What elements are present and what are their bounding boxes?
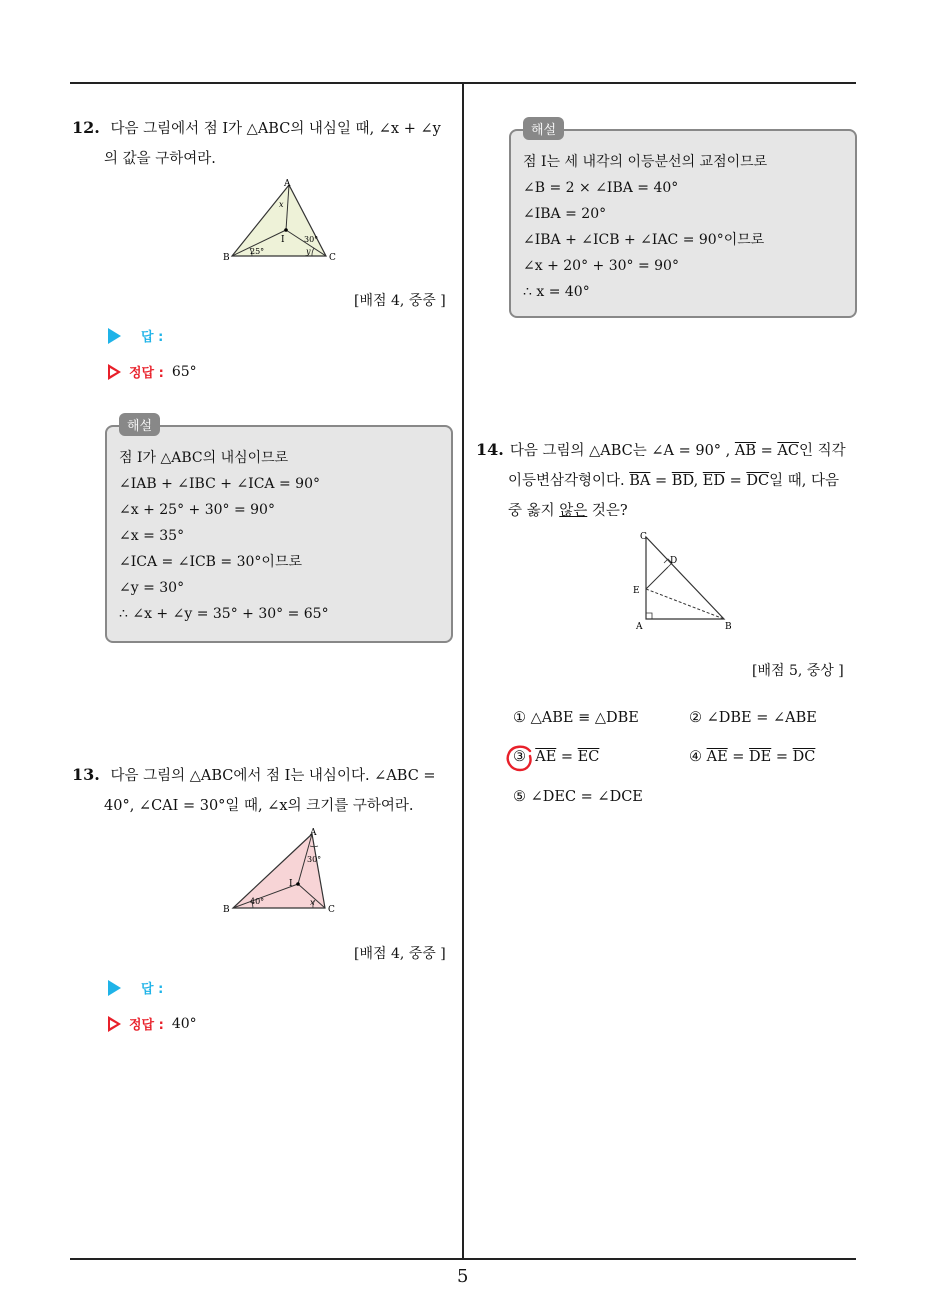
choice-5[interactable]: ⑤ ∠DEC = ∠DCE — [513, 789, 643, 805]
label-angle-b: 40° — [250, 897, 265, 906]
answer-circle-mark — [505, 743, 535, 773]
eq-sign: = — [771, 749, 793, 765]
solution-line: ∠x + 25° + 30° = 90° — [119, 502, 275, 518]
outline-play-icon — [108, 364, 121, 380]
solution-tab: 해설 — [119, 413, 160, 436]
q13-triangle-figure — [218, 824, 348, 916]
question-text-line2b: 일 때, 다음 — [769, 473, 839, 489]
segment-ed: $\overline{ED}$ — [702, 473, 725, 489]
question-text-line1: 다음 그림에서 점 I가 △ABC의 내심일 때, ∠x + ∠y — [110, 121, 441, 137]
question-text-line2: 의 값을 구하여라. — [104, 151, 216, 167]
question-text-line1: 다음 그림의 △ABC에서 점 I는 내심이다. ∠ABC = — [110, 768, 436, 784]
answer-label: 답 : — [141, 982, 164, 997]
solution-line: ∠y = 30° — [119, 580, 185, 596]
question-text-line1b: 인 직각 — [798, 443, 846, 459]
label-angle-c: 30° — [304, 235, 319, 244]
comma: , — [693, 473, 703, 489]
label-a: A — [310, 828, 317, 838]
label-a: A — [636, 622, 643, 632]
choice-number: ③ — [513, 749, 526, 765]
q13-correct-row — [108, 1014, 197, 1033]
choice-1[interactable]: ① △ABE ≡ △DBE — [513, 710, 639, 726]
question-14 — [476, 435, 861, 526]
label-c: C — [329, 253, 336, 263]
correct-label: 정답 : — [129, 366, 164, 381]
label-e: E — [633, 586, 640, 596]
label-d: D — [670, 556, 678, 566]
play-icon — [108, 980, 121, 996]
outline-play-icon — [108, 1016, 121, 1032]
question-13-text — [72, 760, 457, 821]
segment-ab: $\overline{AB}$ — [734, 443, 757, 459]
solution-line: ∠x + 20° + 30° = 90° — [523, 258, 679, 274]
solution-line: ∠x = 35° — [119, 528, 185, 544]
label-i: I — [281, 235, 285, 245]
segment-de: $\overline{DE}$ — [749, 749, 772, 765]
question-text-line3b: 것은? — [587, 503, 628, 519]
solution-line: ∠B = 2 × ∠IBA = 40° — [523, 180, 679, 196]
answer-label: 답 : — [141, 330, 164, 345]
label-b: B — [223, 253, 230, 263]
label-i: I — [289, 879, 293, 889]
underlined-word: 않은 — [559, 503, 588, 519]
solution-line: 점 I가 △ABC의 내심이므로 — [119, 450, 289, 466]
q12-triangle-figure — [218, 176, 348, 268]
question-12 — [72, 113, 457, 174]
label-b: B — [725, 622, 732, 632]
segment-dc: $\overline{DC}$ — [792, 749, 816, 765]
segment-ae: $\overline{AE}$ — [535, 749, 557, 765]
q14-right-triangle-figure — [628, 527, 740, 635]
question-number: 13. — [72, 765, 100, 784]
q12-solution-box — [105, 419, 453, 643]
correct-value: 40° — [171, 1015, 197, 1032]
eq-sign: = — [725, 473, 747, 489]
label-angle-a: 30° — [307, 855, 322, 864]
solution-line: ∠IAB + ∠IBC + ∠ICA = 90° — [119, 476, 320, 492]
question-14-text — [476, 435, 861, 526]
label-c: C — [640, 532, 647, 542]
segment-ec: $\overline{EC}$ — [577, 749, 600, 765]
q13-answer-row — [108, 978, 163, 997]
column-divider — [462, 82, 464, 1259]
label-x: x — [279, 200, 284, 209]
solution-line: 점 I는 세 내각의 이등분선의 교점이므로 — [523, 154, 768, 170]
choice-number: ④ — [689, 749, 707, 765]
q14-choices — [513, 710, 858, 820]
solution-line: ∠ICA = ∠ICB = 30°이므로 — [119, 554, 302, 570]
bottom-rule — [70, 1258, 856, 1260]
play-icon — [108, 328, 121, 344]
segment-bd: $\overline{BD}$ — [671, 473, 694, 489]
question-text-line1a: 다음 그림의 △ABC는 ∠A = 90° , — [509, 443, 735, 459]
segment-ae: $\overline{AE}$ — [706, 749, 728, 765]
eq-sign: = — [556, 749, 578, 765]
choice-4[interactable] — [689, 749, 815, 765]
correct-value: 65° — [171, 363, 197, 380]
label-x: x — [310, 898, 315, 907]
question-13 — [72, 760, 457, 821]
correct-label: 정답 : — [129, 1018, 164, 1033]
eq-sign: = — [727, 749, 750, 765]
segment-ba: $\overline{BA}$ — [629, 473, 651, 489]
question-text-line3a: 중 옳지 — [508, 503, 560, 519]
question-12-text — [72, 113, 457, 174]
q12-answer-row — [108, 326, 163, 345]
question-text-line2: 40°, ∠CAI = 30°일 때, ∠x의 크기를 구하여라. — [104, 798, 414, 814]
label-b: B — [223, 905, 230, 915]
solution-line: ∠IBA = 20° — [523, 206, 607, 222]
question-number: 14. — [476, 440, 504, 459]
label-y: y — [306, 247, 311, 256]
solution-line: ∴ x = 40° — [523, 284, 590, 300]
q13-score: [배점 4, 중중 ] — [354, 946, 446, 962]
question-number: 12. — [72, 118, 100, 137]
solution-line: ∴ ∠x + ∠y = 35° + 30° = 65° — [119, 606, 329, 622]
label-a: A — [284, 179, 291, 189]
solution-tab: 해설 — [523, 117, 564, 140]
choice-2[interactable]: ② ∠DBE = ∠ABE — [689, 710, 817, 726]
eq-sign: = — [756, 443, 778, 459]
question-text-line2a: 이등변삼각형이다. — [508, 473, 630, 489]
q12-score: [배점 4, 중중 ] — [354, 293, 446, 309]
segment-ac: $\overline{AC}$ — [777, 443, 799, 459]
q14-score: [배점 5, 중상 ] — [752, 663, 844, 679]
label-c: C — [328, 905, 335, 915]
q13-solution-box — [509, 123, 857, 318]
solution-line: ∠IBA + ∠ICB + ∠IAC = 90°이므로 — [523, 232, 765, 248]
q12-correct-row — [108, 362, 197, 381]
label-angle-b: 25° — [250, 247, 265, 256]
eq-sign: = — [650, 473, 672, 489]
segment-dc: $\overline{DC}$ — [746, 473, 770, 489]
page-number: 5 — [457, 1266, 469, 1287]
